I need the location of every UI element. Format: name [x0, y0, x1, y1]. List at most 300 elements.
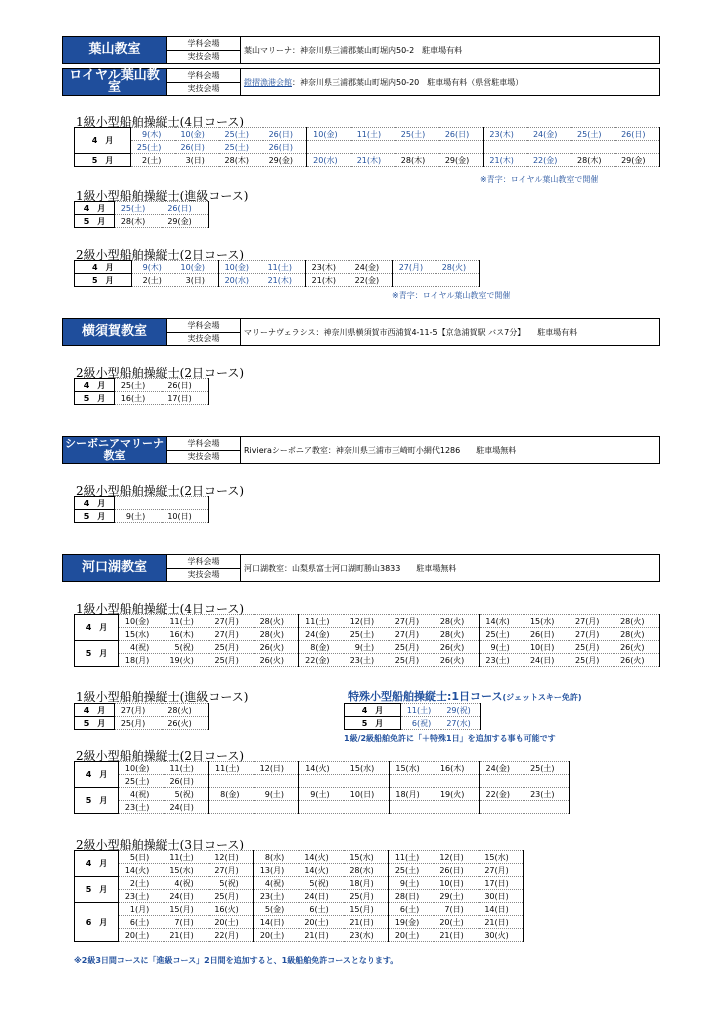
date-cell: 24(金)	[479, 762, 524, 775]
date-cell: 28(火)	[614, 615, 659, 628]
month-label: 5 月	[75, 877, 119, 903]
date-cell: 16(火)	[209, 903, 254, 916]
date-cell: 26(火)	[434, 641, 479, 654]
date-cell: 18(月)	[389, 788, 434, 801]
month-label: 5 月	[75, 154, 131, 167]
course-title: 2級小型船舶操縦士(2日コース)	[76, 484, 245, 498]
course-title-special: 特殊小型船舶操縦士:1日コース(ジェットスキー免許)	[348, 690, 582, 703]
table-row	[75, 128, 660, 141]
date-cell: 19(火)	[434, 788, 479, 801]
month-label: 4 月	[75, 379, 115, 392]
date-cell: 14(日)	[479, 903, 524, 916]
venue-address: 鐙摺漁港会館 ：神奈川県三浦郡葉山町堀内50-20 駐車場有料（県営駐車場）	[244, 77, 524, 87]
date-cell: 20(土)	[299, 916, 344, 929]
table-row	[345, 704, 481, 717]
date-cell: 25(土)	[219, 128, 263, 141]
date-cell: 15(水)	[389, 762, 434, 775]
date-cell	[254, 775, 299, 788]
date-cell: 11(土)	[164, 851, 209, 864]
venue-address: マリーナヴェラシス：神奈川県横須賀市西浦賀4-11-5【京急浦賀駅 バス7分】 駐車場有料	[244, 327, 578, 337]
month-label: 4 月	[75, 851, 119, 877]
date-cell: 27(月)	[209, 615, 254, 628]
date-cell: 5(日)	[119, 851, 164, 864]
venue-address: 葉山マリーナ：神奈川県三浦郡葉山町堀内50-2 駐車場有料	[244, 45, 463, 55]
date-cell: 24(日)	[524, 654, 569, 667]
date-cell: 29(祝)	[441, 704, 481, 717]
date-cell: 10(日)	[162, 510, 209, 523]
date-cell: 4(祝)	[254, 877, 299, 890]
table-row	[75, 510, 209, 523]
date-cell: 10(金)	[175, 261, 219, 274]
date-cell: 23(土)	[119, 801, 164, 814]
date-cell: 26(日)	[263, 128, 307, 141]
date-cell: 29(金)	[263, 154, 307, 167]
date-cell: 14(火)	[119, 864, 164, 877]
label-classroom: 学科会場	[167, 555, 240, 569]
date-cell: 21(日)	[344, 916, 389, 929]
date-cell: 9(土)	[344, 641, 389, 654]
date-cell: 23(土)	[344, 654, 389, 667]
date-cell: 21(木)	[483, 154, 527, 167]
table-row	[75, 717, 209, 730]
date-cell: 26(日)	[164, 775, 209, 788]
date-cell: 21(木)	[305, 274, 349, 287]
date-cell	[571, 141, 615, 154]
month-label: 5 月	[75, 215, 115, 228]
date-cell: 22(金)	[527, 154, 571, 167]
table-row	[75, 929, 524, 942]
schedule-table	[74, 614, 660, 667]
schedule-table	[74, 127, 660, 167]
table-row	[75, 215, 209, 228]
date-cell: 16(木)	[434, 762, 479, 775]
label-practical: 実技会場	[187, 334, 220, 344]
venue-place: 鐙摺漁港会館	[244, 77, 292, 87]
date-cell: 8(水)	[254, 851, 299, 864]
date-cell: 23(水)	[344, 929, 389, 942]
date-cell: 23(土)	[254, 890, 299, 903]
venue-header-kawaguchi	[62, 554, 660, 582]
date-cell: 28(火)	[254, 628, 299, 641]
date-cell: 26(火)	[254, 641, 299, 654]
date-cell: 26(日)	[162, 202, 209, 215]
month-label: 4 月	[75, 202, 115, 215]
date-cell: 25(月)	[569, 654, 614, 667]
note-blue: ※青字：ロイヤル葉山教室で開催	[392, 291, 511, 300]
date-cell: 12(日)	[209, 851, 254, 864]
date-cell: 5(祝)	[164, 788, 209, 801]
date-cell	[479, 801, 524, 814]
label-practical: 実技会場	[187, 52, 220, 62]
date-cell	[389, 801, 434, 814]
date-cell	[344, 775, 389, 788]
date-cell: 24(金)	[349, 261, 393, 274]
date-cell: 26(日)	[263, 141, 307, 154]
date-cell: 23(木)	[305, 261, 349, 274]
date-cell	[479, 775, 524, 788]
date-cell: 28(水)	[344, 864, 389, 877]
date-cell: 26(火)	[434, 654, 479, 667]
date-cell: 30(火)	[479, 929, 524, 942]
label-classroom: 学科会場	[167, 37, 240, 51]
table-row	[75, 615, 660, 628]
date-cell: 28(木)	[219, 154, 263, 167]
date-cell	[615, 141, 659, 154]
label-practical: 実技会場	[187, 84, 220, 94]
date-cell: 9(土)	[254, 788, 299, 801]
table-row	[75, 141, 660, 154]
date-cell: 10(金)	[119, 615, 164, 628]
date-cell: 23(土)	[119, 890, 164, 903]
date-cell	[483, 141, 527, 154]
date-cell: 11(土)	[389, 851, 434, 864]
date-cell: 22(金)	[479, 788, 524, 801]
date-cell: 10(日)	[344, 788, 389, 801]
date-cell: 28(木)	[395, 154, 439, 167]
date-cell: 4(祝)	[119, 641, 164, 654]
date-cell	[209, 801, 254, 814]
date-cell	[351, 141, 395, 154]
date-cell: 27(月)	[209, 628, 254, 641]
date-cell: 25(月)	[209, 654, 254, 667]
date-cell: 27(月)	[479, 864, 524, 877]
date-cell: 24(金)	[299, 628, 344, 641]
date-cell: 25(土)	[344, 628, 389, 641]
table-row	[75, 654, 660, 667]
date-cell: 2(土)	[119, 877, 164, 890]
date-cell	[254, 801, 299, 814]
table-row	[75, 154, 660, 167]
date-cell: 23(土)	[524, 788, 569, 801]
table-row	[75, 392, 209, 405]
table-row	[75, 877, 524, 890]
date-cell: 25(土)	[115, 379, 162, 392]
month-label: 4 月	[75, 261, 132, 274]
date-cell: 11(土)	[299, 615, 344, 628]
date-cell: 25(土)	[395, 128, 439, 141]
date-cell	[434, 775, 479, 788]
date-cell: 26(日)	[175, 141, 219, 154]
date-cell: 4(祝)	[119, 788, 164, 801]
date-cell: 18(月)	[344, 877, 389, 890]
label-practical: 実技会場	[187, 570, 220, 580]
date-cell: 25(土)	[524, 762, 569, 775]
date-cell: 20(水)	[218, 274, 262, 287]
table-row	[75, 641, 660, 654]
date-cell: 5(金)	[254, 903, 299, 916]
date-cell: 27(月)	[392, 261, 436, 274]
date-cell: 22(金)	[349, 274, 393, 287]
table-row	[75, 801, 570, 814]
date-cell: 25(土)	[219, 141, 263, 154]
schedule-table	[74, 850, 524, 942]
date-cell: 28(木)	[115, 215, 162, 228]
date-cell: 21(日)	[299, 929, 344, 942]
venue-name: ロイヤル葉山教室	[63, 69, 167, 95]
date-cell: 29(土)	[434, 890, 479, 903]
label-classroom: 学科会場	[167, 69, 240, 83]
date-cell: 28(日)	[389, 890, 434, 903]
date-cell: 28(火)	[434, 628, 479, 641]
date-cell: 22(月)	[209, 929, 254, 942]
date-cell: 20(土)	[389, 929, 434, 942]
table-row	[75, 890, 524, 903]
date-cell: 27(水)	[441, 717, 481, 730]
table-row	[75, 788, 570, 801]
label-classroom: 学科会場	[167, 319, 240, 333]
date-cell: 1(月)	[119, 903, 164, 916]
table-row	[75, 704, 209, 717]
date-cell: 5(祝)	[164, 641, 209, 654]
month-label: 4 月	[75, 762, 119, 788]
table-row	[75, 851, 524, 864]
date-cell: 10(日)	[434, 877, 479, 890]
schedule-table	[74, 378, 209, 405]
month-label: 4 月	[75, 704, 115, 717]
date-cell: 15(水)	[524, 615, 569, 628]
date-cell: 26(火)	[254, 654, 299, 667]
month-label: 6 月	[75, 903, 119, 942]
date-cell: 26(日)	[615, 128, 659, 141]
date-cell: 27(月)	[389, 628, 434, 641]
course-title: 1級小型船舶操縦士(4日コース)	[76, 602, 245, 616]
date-cell: 24(日)	[164, 890, 209, 903]
date-cell: 15(月)	[344, 903, 389, 916]
date-cell: 3(日)	[175, 154, 219, 167]
table-row	[75, 497, 209, 510]
date-cell: 22(金)	[299, 654, 344, 667]
date-cell: 28(火)	[254, 615, 299, 628]
date-cell: 14(火)	[299, 762, 344, 775]
date-cell: 25(月)	[389, 654, 434, 667]
schedule-table	[74, 496, 209, 523]
date-cell: 27(月)	[209, 864, 254, 877]
date-cell: 23(木)	[483, 128, 527, 141]
date-cell: 16(木)	[164, 628, 209, 641]
date-cell: 27(月)	[569, 615, 614, 628]
venue-name: 河口湖教室	[63, 555, 167, 581]
label-classroom: 学科会場	[167, 437, 240, 451]
schedule-table	[74, 703, 209, 730]
date-cell: 5(祝)	[299, 877, 344, 890]
date-cell: 9(木)	[131, 128, 175, 141]
date-cell	[524, 801, 569, 814]
venue-header-seaboni	[62, 436, 660, 464]
date-cell: 11(土)	[262, 261, 306, 274]
schedule-table	[74, 260, 480, 287]
date-cell: 21(木)	[351, 154, 395, 167]
date-cell: 28(火)	[434, 615, 479, 628]
table-row	[75, 261, 480, 274]
date-cell: 9(土)	[115, 510, 162, 523]
date-cell: 26(火)	[614, 654, 659, 667]
date-cell	[524, 775, 569, 788]
note-bottom: ※2級3日間コースに「進級コース」2日間を追加すると、1級船舶免許コースとなります。	[74, 956, 399, 965]
date-cell	[209, 775, 254, 788]
date-cell: 27(月)	[115, 704, 162, 717]
date-cell: 24(金)	[527, 128, 571, 141]
date-cell: 14(水)	[479, 615, 524, 628]
month-label: 4 月	[345, 704, 401, 717]
date-cell: 26(火)	[614, 641, 659, 654]
date-cell: 9(土)	[389, 877, 434, 890]
month-label: 4 月	[75, 615, 119, 641]
date-cell: 27(月)	[569, 628, 614, 641]
date-cell: 8(金)	[299, 641, 344, 654]
date-cell: 28(火)	[162, 704, 209, 717]
date-cell: 25(月)	[389, 641, 434, 654]
table-row	[75, 274, 480, 287]
date-cell: 19(金)	[389, 916, 434, 929]
month-label: 4 月	[75, 497, 115, 510]
date-cell	[344, 801, 389, 814]
date-cell: 29(金)	[439, 154, 483, 167]
date-cell: 15(月)	[164, 903, 209, 916]
table-row	[75, 379, 209, 392]
date-cell: 6(土)	[299, 903, 344, 916]
date-cell: 14(火)	[299, 851, 344, 864]
date-cell: 25(月)	[209, 641, 254, 654]
table-row	[75, 916, 524, 929]
table-row	[75, 864, 524, 877]
table-row	[345, 717, 481, 730]
date-cell: 11(土)	[164, 762, 209, 775]
month-label: 5 月	[75, 641, 119, 667]
date-cell	[299, 775, 344, 788]
date-cell: 15(水)	[479, 851, 524, 864]
date-cell: 20(土)	[254, 929, 299, 942]
date-cell: 28(木)	[571, 154, 615, 167]
table-row	[75, 762, 570, 775]
course-title: 1級小型船舶操縦士(4日コース)	[76, 115, 245, 129]
date-cell: 25(土)	[479, 628, 524, 641]
date-cell: 21(日)	[164, 929, 209, 942]
date-cell: 25(月)	[344, 890, 389, 903]
date-cell	[392, 274, 436, 287]
date-cell: 21(日)	[434, 929, 479, 942]
date-cell: 11(土)	[209, 762, 254, 775]
course-title: 2級小型船舶操縦士(2日コース)	[76, 248, 245, 262]
note-blue: ※青字：ロイヤル葉山教室で開催	[480, 175, 599, 184]
date-cell	[436, 274, 480, 287]
date-cell: 16(土)	[115, 392, 162, 405]
date-cell: 29(金)	[162, 215, 209, 228]
date-cell: 20(土)	[119, 929, 164, 942]
date-cell: 12(日)	[434, 851, 479, 864]
date-cell: 26(火)	[162, 717, 209, 730]
date-cell: 20(水)	[307, 154, 351, 167]
date-cell: 15(水)	[164, 864, 209, 877]
table-row	[75, 202, 209, 215]
date-cell	[115, 497, 162, 510]
note-special: 1級/2級船舶免許に「＋特殊1日」を追加する事も可能です	[344, 734, 556, 743]
date-cell: 26(日)	[524, 628, 569, 641]
table-row	[75, 628, 660, 641]
venue-name: シーボニアマリーナ 教室	[63, 437, 167, 463]
date-cell: 8(金)	[209, 788, 254, 801]
date-cell: 10(日)	[524, 641, 569, 654]
date-cell: 30(日)	[479, 890, 524, 903]
schedule-table	[74, 761, 570, 814]
date-cell: 21(木)	[262, 274, 306, 287]
date-cell: 9(土)	[299, 788, 344, 801]
date-cell	[439, 141, 483, 154]
date-cell: 20(土)	[434, 916, 479, 929]
date-cell: 15(水)	[119, 628, 164, 641]
date-cell: 11(土)	[351, 128, 395, 141]
date-cell: 27(月)	[389, 615, 434, 628]
date-cell: 5(祝)	[209, 877, 254, 890]
date-cell: 14(火)	[299, 864, 344, 877]
venue-header-hayama	[62, 36, 660, 64]
venue-address: Rivieraシーボニア教室：神奈川県三浦市三崎町小網代1286 駐車場無料	[244, 445, 517, 455]
venue-name: 葉山教室	[63, 37, 167, 63]
date-cell: 15(水)	[344, 762, 389, 775]
month-label: 5 月	[75, 510, 115, 523]
date-cell: 23(土)	[479, 654, 524, 667]
date-cell: 14(日)	[254, 916, 299, 929]
date-cell: 18(月)	[119, 654, 164, 667]
date-cell: 19(火)	[164, 654, 209, 667]
date-cell: 25(土)	[131, 141, 175, 154]
date-cell: 21(日)	[479, 916, 524, 929]
date-cell: 26(日)	[434, 864, 479, 877]
date-cell: 25(月)	[115, 717, 162, 730]
month-label: 5 月	[75, 274, 132, 287]
date-cell: 29(金)	[615, 154, 659, 167]
month-label: 5 月	[75, 788, 119, 814]
venue-header-royal	[62, 68, 660, 96]
date-cell: 12(日)	[344, 615, 389, 628]
date-cell: 26(日)	[439, 128, 483, 141]
date-cell: 25(土)	[389, 864, 434, 877]
date-cell: 9(土)	[479, 641, 524, 654]
course-title: 2級小型船舶操縦士(3日コース)	[76, 838, 245, 852]
date-cell	[307, 141, 351, 154]
month-label: 5 月	[75, 717, 115, 730]
date-cell: 6(土)	[389, 903, 434, 916]
date-cell: 10(金)	[218, 261, 262, 274]
date-cell: 10(金)	[175, 128, 219, 141]
date-cell: 28(火)	[614, 628, 659, 641]
date-cell: 12(日)	[254, 762, 299, 775]
month-label: 5 月	[345, 717, 401, 730]
date-cell: 6(土)	[119, 916, 164, 929]
venue-header-yokosuka	[62, 318, 660, 346]
date-cell	[527, 141, 571, 154]
date-cell: 3(日)	[175, 274, 219, 287]
date-cell: 13(月)	[254, 864, 299, 877]
date-cell: 10(金)	[119, 762, 164, 775]
date-cell: 17(日)	[162, 392, 209, 405]
venue-address: 河口湖教室：山梨県富士河口湖町勝山3833 駐車場無料	[244, 563, 457, 573]
date-cell: 24(日)	[299, 890, 344, 903]
date-cell: 7(日)	[164, 916, 209, 929]
month-label: 5 月	[75, 392, 115, 405]
date-cell	[299, 801, 344, 814]
date-cell: 10(金)	[307, 128, 351, 141]
date-cell	[395, 141, 439, 154]
date-cell	[162, 497, 209, 510]
date-cell: 2(土)	[131, 154, 175, 167]
schedule-table	[344, 703, 481, 730]
course-title: 2級小型船舶操縦士(2日コース)	[76, 366, 245, 380]
date-cell: 11(土)	[401, 704, 441, 717]
course-title: 1級小型船舶操縦士(進級コース)	[76, 690, 249, 704]
course-title: 2級小型船舶操縦士(2日コース)	[76, 749, 245, 763]
date-cell: 20(土)	[209, 916, 254, 929]
date-cell: 25(月)	[209, 890, 254, 903]
